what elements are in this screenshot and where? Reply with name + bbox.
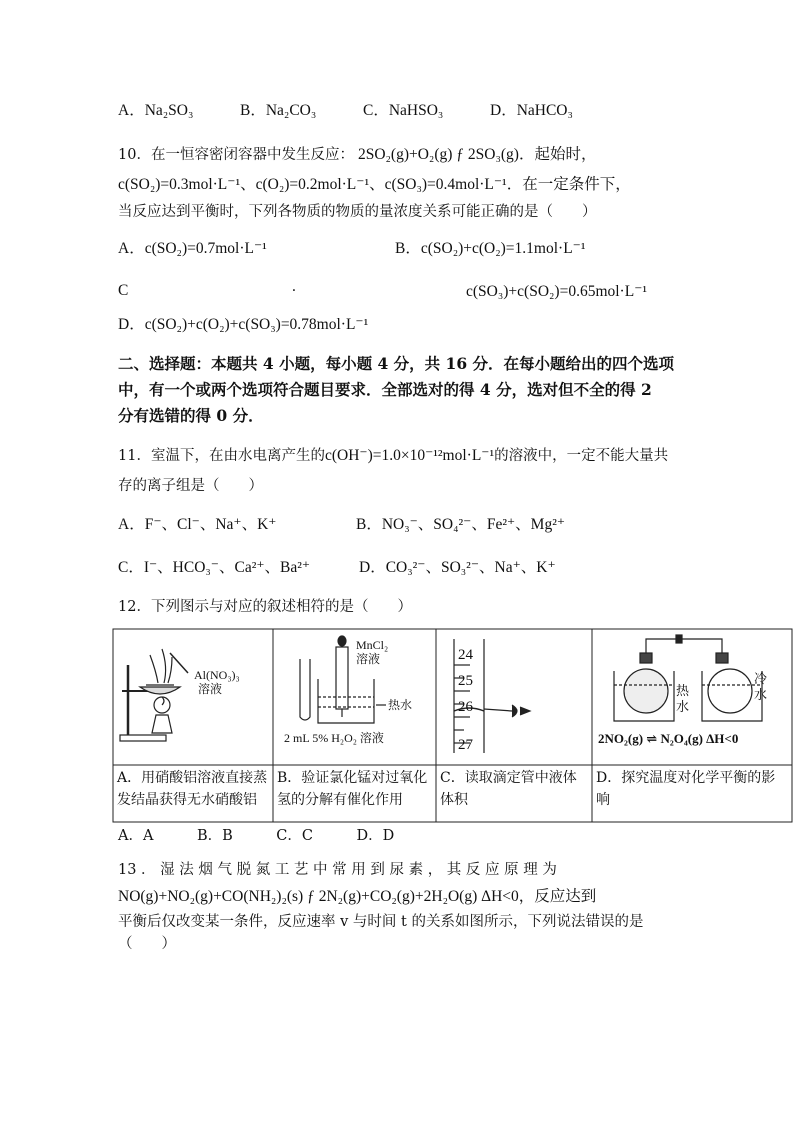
q9-option-b: B．Na₂CO₃	[240, 102, 317, 119]
q9-option-c: C．NaHSO₃	[363, 102, 444, 119]
q10-option-c-expr: c(SO₃)+c(SO₂)=0.65mol·L⁻¹	[466, 283, 648, 300]
q10-option-d: D．c(SO₂)+c(O₂)+c(SO₃)=0.78mol·L⁻¹	[118, 316, 369, 333]
figure-b-reagent: MnCl₂	[356, 638, 389, 652]
figure-d-cold: 冷	[754, 671, 768, 686]
q11-expr: c(OH⁻)=1.0×10⁻¹²mol·L⁻¹	[324, 447, 495, 464]
q11-option-d: D．CO₃²⁻、SO₃²⁻、Na⁺、K⁺	[359, 559, 556, 576]
q9-option-a: A．Na₂SO₃	[118, 102, 194, 119]
figure-d-equilibrium	[598, 635, 767, 746]
figure-d-cold-2: 水	[754, 687, 768, 702]
q10-stem-text: 10．在一恒容密闭容器中发生反应：	[118, 147, 354, 163]
figure-a-evaporation	[120, 649, 240, 741]
q11-stem-c: 存的离子组是（ ）	[118, 478, 263, 494]
q13-line4: （ ）	[118, 936, 176, 952]
figure-d-hot: 热	[676, 683, 690, 698]
q12-stem: 12．下列图示与对应的叙述相符的是（ ）	[118, 599, 412, 615]
figure-c-tick-27: 27	[458, 737, 473, 753]
q11-option-c: C．I⁻、HCO₃⁻、Ca²⁺、Ba²⁺	[118, 559, 311, 576]
figure-c-tick-25: 25	[458, 673, 473, 689]
q13-line2: NO(g)+NO₂(g)+CO(NH₂)₂(s) ƒ 2N₂(g)+CO₂(g)+2H₂O(g) ΔH<0，反应达到	[118, 888, 597, 905]
q12-caption-c: C．读取滴定管中液体体积	[440, 770, 577, 808]
q13-line1: 13 ． 湿 法 烟 气 脱 氮 工 艺 中 常 用 到 尿 素 ， 其 反 应 原 理 为	[118, 862, 557, 878]
q11-stem-text: 11．室温下，在由水电离产生的	[118, 448, 325, 464]
section2-line2: 中，有一个或两个选项符合题目要求．全部选对的得 4 分，选对但不全的得 2	[118, 380, 652, 399]
q11-option-b: B．NO₃⁻、SO₄²⁻、Fe²⁺、Mg²⁺	[356, 516, 566, 533]
section2-line3: 分有选错的得 0 分．	[118, 406, 264, 425]
figure-c-tick-26: 26	[458, 699, 473, 715]
q12-answer-options: A．A B．B C．C D．D	[118, 828, 395, 844]
figure-c-tick-24: 24	[458, 647, 473, 663]
q12-caption-b: B．验证氯化锰对过氧化氢的分解有催化作用	[277, 770, 428, 808]
figure-d-equation: 2NO₂(g) ⇌ N₂O₄(g) ΔH<0	[598, 731, 739, 746]
figure-b-solution: 溶液	[356, 652, 381, 666]
q10-reaction: 2SO₂(g)+O₂(g) ƒ 2SO₃(g)．起始时，	[357, 146, 597, 163]
q11-stem	[118, 444, 668, 465]
q13-line3: 平衡后仅改变某一条件，反应速率 v 与时间 t 的关系如图所示，下列说法错误的是	[118, 914, 644, 930]
q12-caption-a: A．用硝酸铝溶液直接蒸发结晶获得无水硝酸铝	[117, 770, 268, 808]
section2-line1: 二、选择题：本题共 4 小题，每小题 4 分，共 16 分．在每小题给出的四个选项	[118, 354, 675, 373]
figure-b-catalyst	[284, 636, 412, 745]
q10-option-c-dot: .	[292, 278, 296, 295]
figure-c-burette	[454, 639, 530, 753]
q12-caption-d: D．探究温度对化学平衡的影响	[596, 770, 776, 808]
q10-stem	[118, 142, 596, 164]
q10-initial: c(SO₂)=0.3mol·L⁻¹、c(O₂)=0.2mol·L⁻¹、c(SO₃)=0.4mol·L⁻¹．在一定条件下，	[118, 176, 631, 193]
q10-option-c-label: C	[118, 282, 129, 299]
q11-stem-text-b: 的溶液中，一定不能大量共	[494, 448, 669, 464]
figure-a-reagent: Al(NO₃)₃	[194, 668, 240, 682]
q10-option-a: A．c(SO₂)=0.7mol·L⁻¹	[118, 240, 267, 257]
q11-option-a: A．F⁻、Cl⁻、Na⁺、K⁺	[118, 516, 277, 533]
q10-stem-b: 当反应达到平衡时，下列各物质的物质的量浓度关系可能正确的是（ ）	[118, 204, 597, 220]
figure-a-solution: 溶液	[198, 682, 223, 696]
q10-option-b: B．c(SO₂)+c(O₂)=1.1mol·L⁻¹	[395, 240, 586, 257]
q9-option-d: D．NaHCO₃	[490, 102, 573, 119]
figure-b-hot-water: 热水	[388, 698, 413, 712]
figure-b-h2o2: 2 mL 5% H₂O₂ 溶液	[284, 731, 384, 745]
figure-d-hot-2: 水	[676, 699, 690, 714]
